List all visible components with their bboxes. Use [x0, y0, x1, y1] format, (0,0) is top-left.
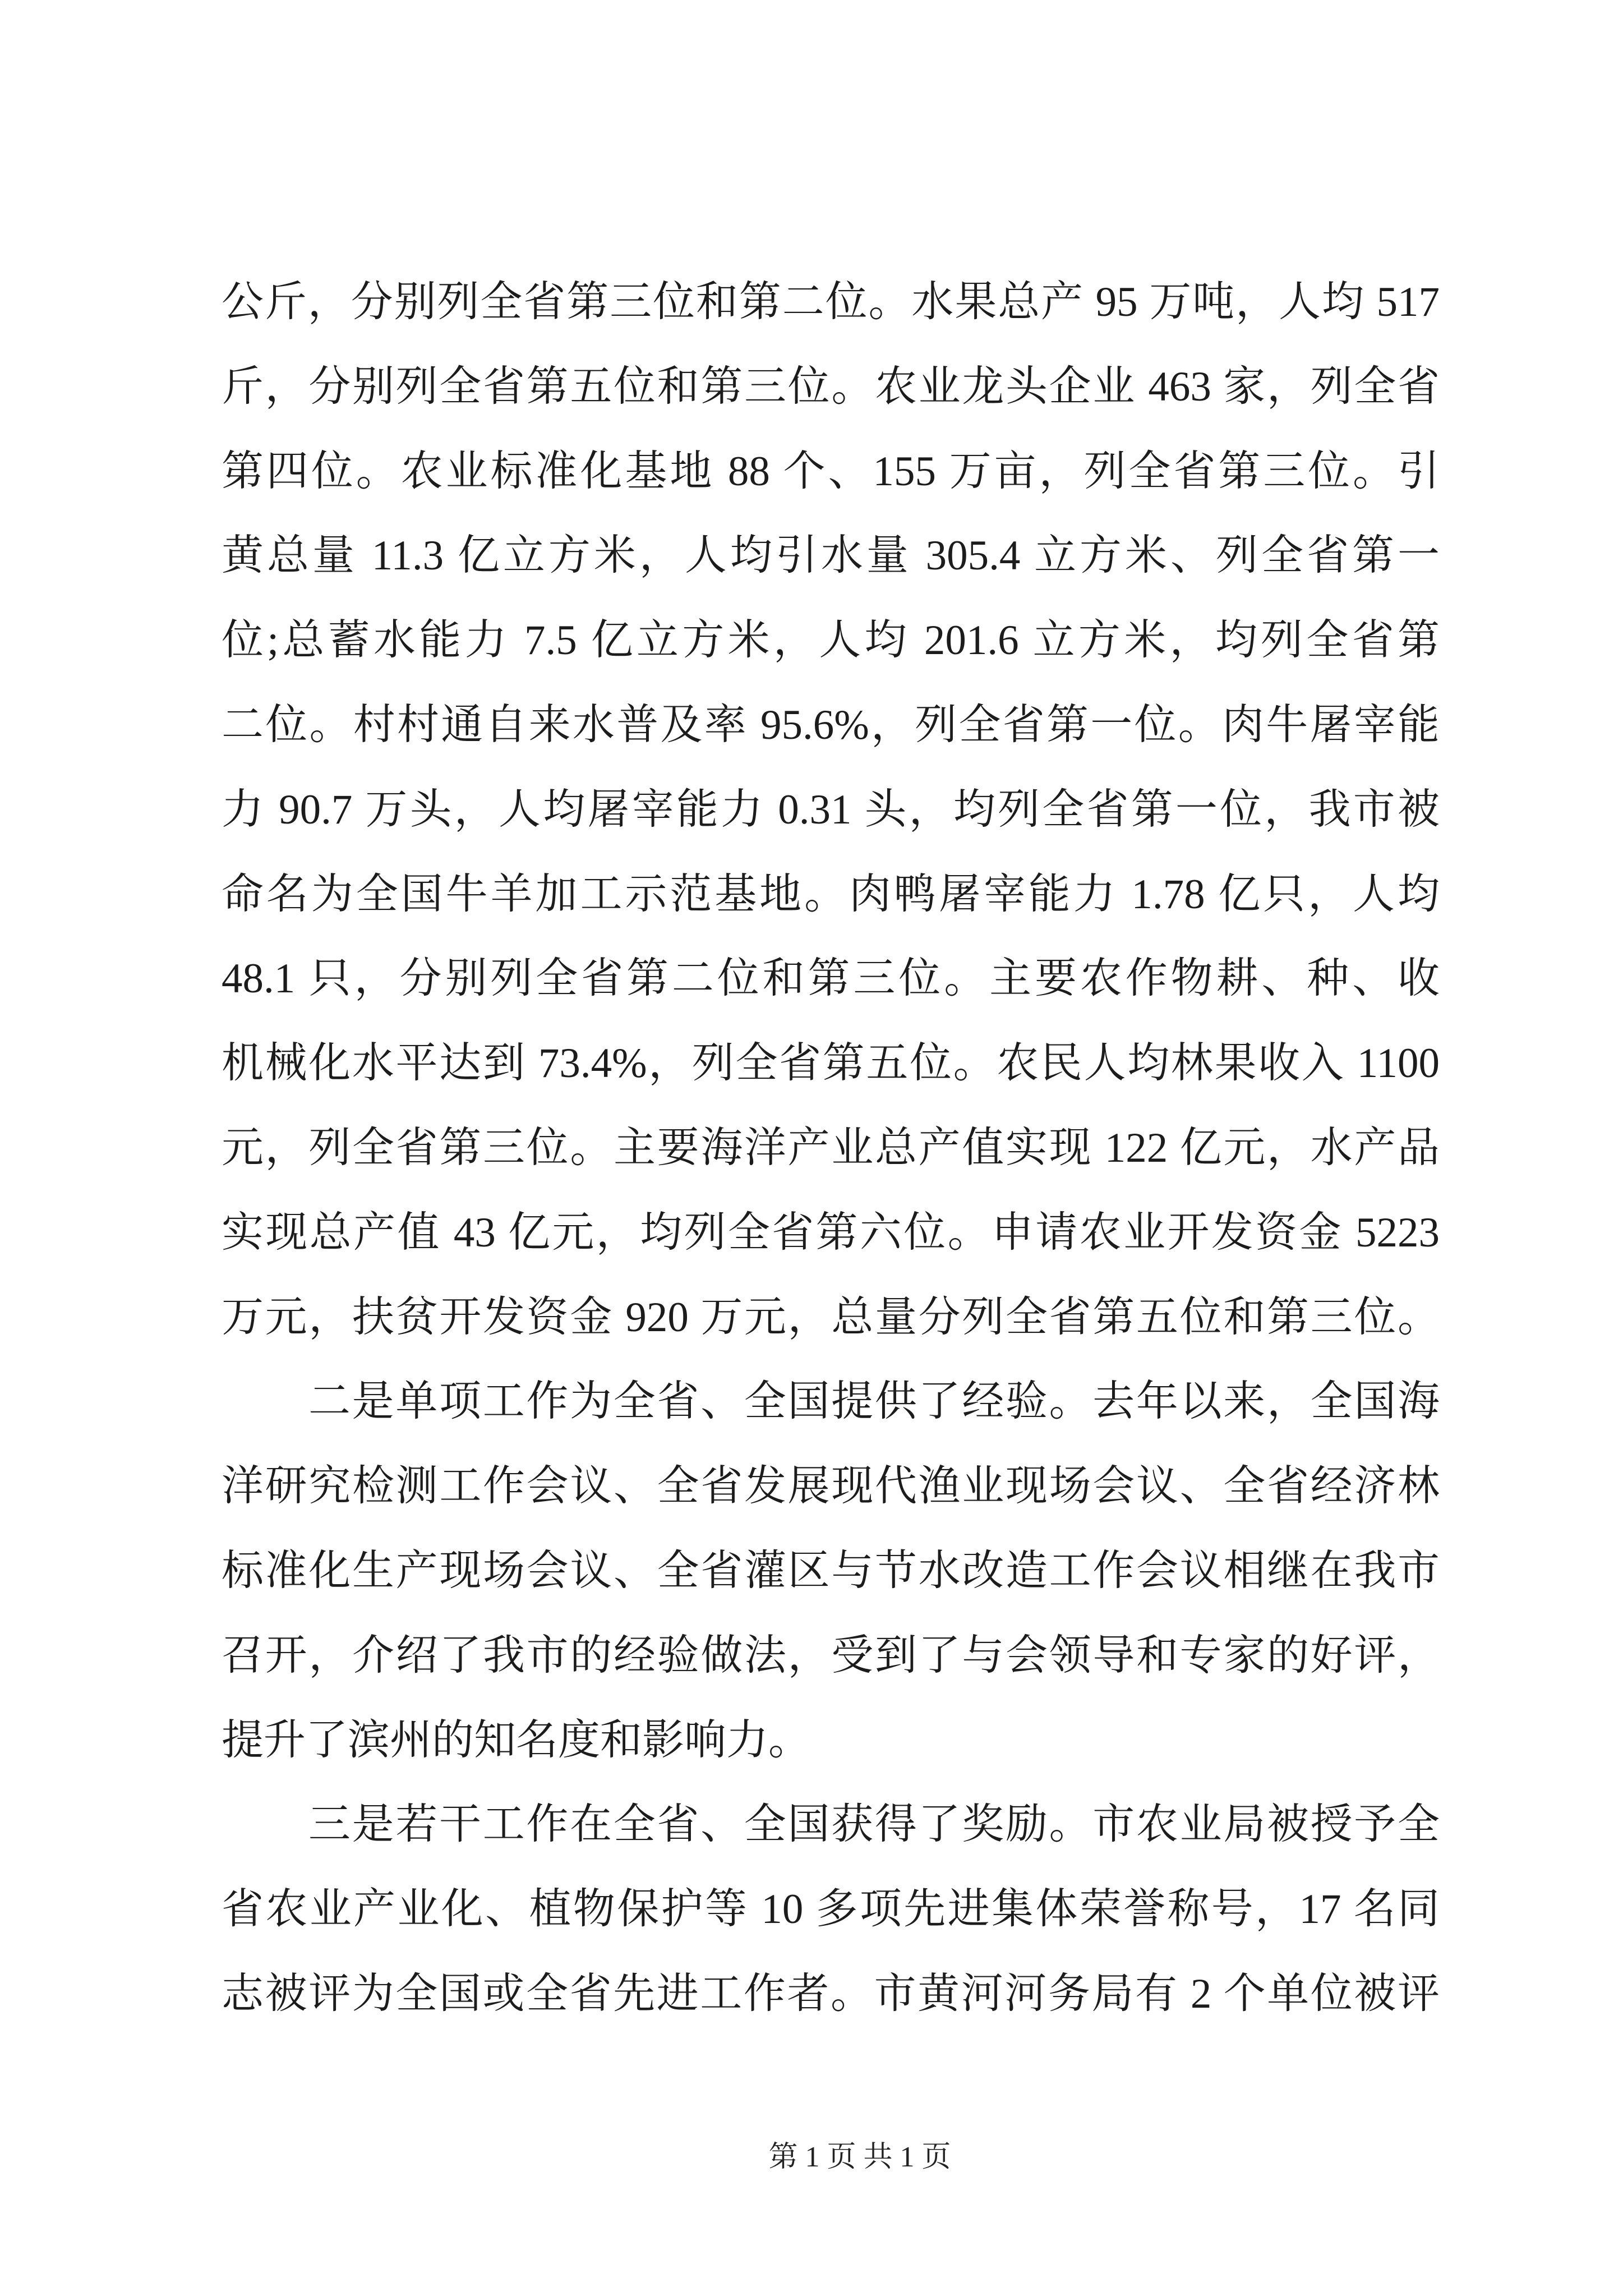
paragraph-line: 二是单项工作为全省、全国提供了经验。去年以来，全国海	[308, 1378, 1440, 1425]
paragraph-line: 第四位。农业标准化基地 88 个、155 万亩，列全省第三位。引	[222, 448, 1440, 495]
paragraph-line: 元，列全省第三位。主要海洋产业总产值实现 122 亿元，水产品	[222, 1124, 1440, 1171]
paragraph-line: 召开，介绍了我市的经验做法，受到了与会领导和专家的好评，	[222, 1632, 1440, 1679]
paragraph-1	[222, 260, 1440, 1360]
paragraph-line: 二位。村村通自来水普及率 95.6%，列全省第一位。肉牛屠宰能	[222, 701, 1440, 748]
page-footer	[741, 2141, 978, 2174]
paragraph-line: 机械化水平达到 73.4%，列全省第五位。农民人均林果收入 1100	[222, 1040, 1440, 1087]
page-indicator: 第 1 页 共 1 页	[768, 2141, 951, 2173]
paragraph-line: 斤，分别列全省第五位和第三位。农业龙头企业 463 家，列全省	[222, 363, 1440, 410]
paragraph-2	[222, 1360, 1440, 1783]
paragraph-line: 黄总量 11.3 亿立方米，人均引水量 305.4 立方米、列全省第一	[222, 532, 1440, 579]
paragraph-line: 省农业产业化、植物保护等 10 多项先进集体荣誉称号，17 名同	[222, 1886, 1440, 1933]
paragraph-line: 三是若干工作在全省、全国获得了奖励。市农业局被授予全	[308, 1801, 1440, 1848]
paragraph-line: 志被评为全国或全省先进工作者。市黄河河务局有 2 个单位被评	[222, 1970, 1440, 2017]
paragraph-line: 力 90.7 万头，人均屠宰能力 0.31 头，均列全省第一位，我市被	[222, 786, 1440, 833]
paragraph-line: 万元，扶贫开发资金 920 万元，总量分列全省第五位和第三位。	[222, 1294, 1440, 1341]
body-text	[222, 260, 1440, 2037]
paragraph-line: 48.1 只，分别列全省第二位和第三位。主要农作物耕、种、收	[222, 955, 1440, 1002]
paragraph-line: 标准化生产现场会议、全省灌区与节水改造工作会议相继在我市	[222, 1547, 1440, 1594]
paragraph-line: 洋研究检测工作会议、全省发展现代渔业现场会议、全省经济林	[222, 1463, 1440, 1510]
paragraph-line: 公斤，分别列全省第三位和第二位。水果总产 95 万吨，人均 517	[222, 279, 1440, 325]
paragraph-line: 提升了滨州的知名度和影响力。	[222, 1717, 811, 1764]
paragraph-line: 位;总蓄水能力 7.5 亿立方米，人均 201.6 立方米，均列全省第	[222, 617, 1440, 664]
paragraph-line: 命名为全国牛羊加工示范基地。肉鸭屠宰能力 1.78 亿只，人均	[222, 871, 1440, 918]
paragraph-line: 实现总产值 43 亿元，均列全省第六位。申请农业开发资金 5223	[222, 1209, 1440, 1256]
paragraph-3	[222, 1783, 1440, 2036]
